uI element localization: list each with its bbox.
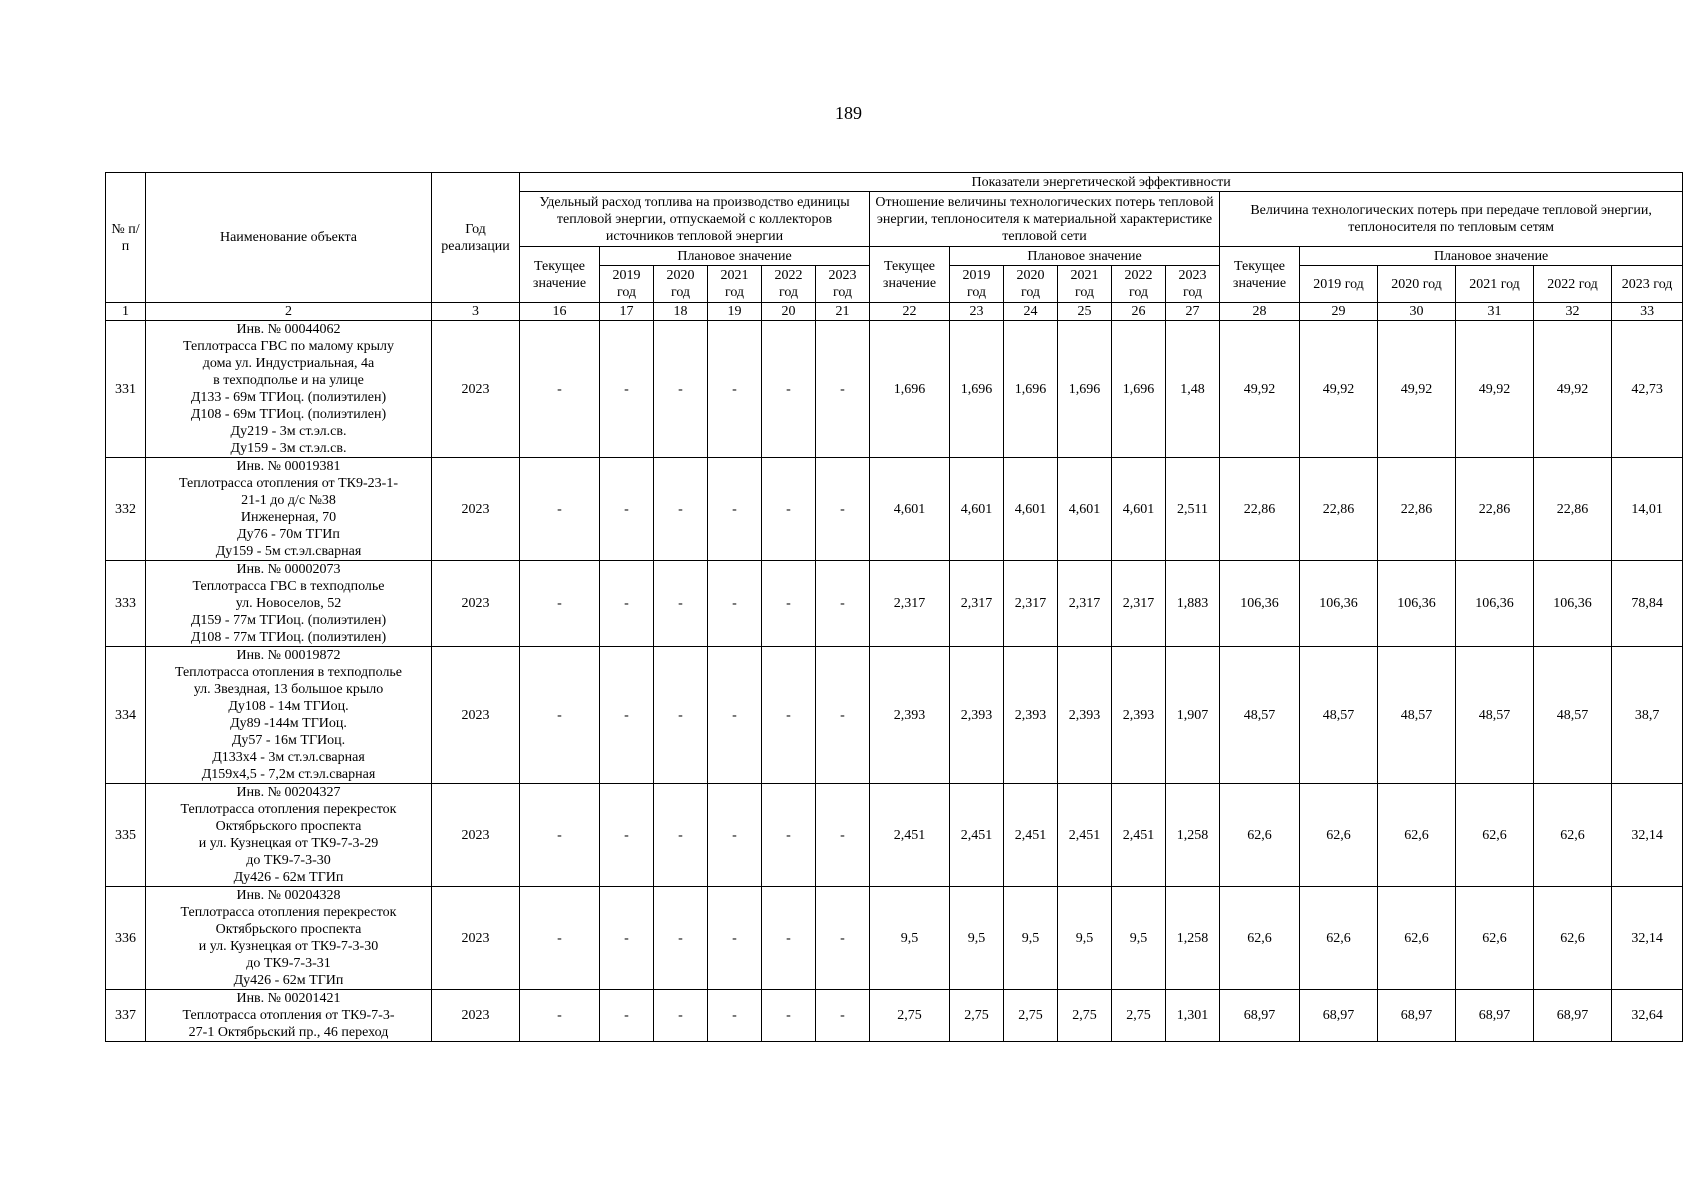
- indicator-value: 62,6: [1456, 887, 1534, 990]
- indicator-value: 2,75: [1004, 990, 1058, 1042]
- object-name-line: Теплотрасса отопления от ТК9-23-1-: [178, 476, 399, 491]
- column-number: 1: [106, 303, 146, 321]
- indicator-value: 68,97: [1534, 990, 1612, 1042]
- row-number: 334: [106, 647, 146, 784]
- header-planned-value: Плановое значение: [1300, 247, 1683, 266]
- indicator-value: 1,883: [1166, 561, 1220, 647]
- table-row: [106, 990, 1683, 1042]
- indicator-value: -: [520, 990, 600, 1042]
- indicator-value: 106,36: [1534, 561, 1612, 647]
- object-name-line: Ду89 -144м ТГИоц.: [230, 716, 347, 731]
- indicator-value: 9,5: [1112, 887, 1166, 990]
- header-year-label: 2021 год: [1058, 266, 1112, 303]
- column-number: 28: [1220, 303, 1300, 321]
- indicator-value: 2,451: [1112, 784, 1166, 887]
- indicator-value: 2,75: [1058, 990, 1112, 1042]
- object-name-line: Ду426 - 62м ТГИп: [233, 870, 344, 885]
- object-name-line: 27-1 Октябрьский пр., 46 переход: [188, 1025, 389, 1040]
- header-year-label: 2020 год: [1378, 266, 1456, 303]
- indicator-value: -: [708, 561, 762, 647]
- object-name-line: Ду159 - 3м ст.эл.св.: [230, 441, 347, 456]
- object-name-line: Инв. № 00019381: [236, 459, 341, 474]
- indicator-value: -: [708, 990, 762, 1042]
- indicator-value: 32,14: [1612, 784, 1683, 887]
- object-name-line: до ТК9-7-3-31: [246, 956, 331, 971]
- row-number: 333: [106, 561, 146, 647]
- object-name-line: Теплотрасса ГВС в техподполье: [192, 579, 385, 594]
- indicator-value: -: [600, 561, 654, 647]
- indicator-value: -: [762, 561, 816, 647]
- column-number: 30: [1378, 303, 1456, 321]
- object-name: [146, 647, 432, 784]
- indicator-value: 4,601: [870, 458, 950, 561]
- object-name-line: Инв. № 00019872: [236, 648, 341, 663]
- indicator-value: -: [708, 458, 762, 561]
- indicator-value: 22,86: [1534, 458, 1612, 561]
- column-number: 20: [762, 303, 816, 321]
- row-number: 337: [106, 990, 146, 1042]
- indicator-value: -: [762, 458, 816, 561]
- header-year-label: 2020 год: [1004, 266, 1058, 303]
- indicator-value: 106,36: [1300, 561, 1378, 647]
- column-number: 25: [1058, 303, 1112, 321]
- object-name-line: Инв. № 00044062: [236, 322, 341, 337]
- table-row: [106, 784, 1683, 887]
- indicator-value: 22,86: [1456, 458, 1534, 561]
- indicator-value: 106,36: [1456, 561, 1534, 647]
- header-year: Год реализации: [432, 173, 520, 303]
- indicator-value: -: [816, 990, 870, 1042]
- object-name-line: Д159х4,5 - 7,2м ст.эл.сварная: [201, 767, 376, 782]
- header-num: № п/п: [106, 173, 146, 303]
- indicator-value: 2,451: [1058, 784, 1112, 887]
- implementation-year: 2023: [432, 990, 520, 1042]
- implementation-year: 2023: [432, 321, 520, 458]
- indicator-value: 106,36: [1220, 561, 1300, 647]
- indicator-value: 9,5: [870, 887, 950, 990]
- indicator-value: -: [654, 321, 708, 458]
- object-name-line: Ду159 - 5м ст.эл.сварная: [215, 544, 362, 559]
- indicator-value: 49,92: [1220, 321, 1300, 458]
- indicator-value: 62,6: [1378, 887, 1456, 990]
- column-number: 16: [520, 303, 600, 321]
- indicator-value: 62,6: [1300, 887, 1378, 990]
- object-name: [146, 887, 432, 990]
- indicator-value: 2,317: [950, 561, 1004, 647]
- column-number: 33: [1612, 303, 1683, 321]
- header-year-label: 2023 год: [1166, 266, 1220, 303]
- row-number: 332: [106, 458, 146, 561]
- table-row: [106, 647, 1683, 784]
- indicator-value: 14,01: [1612, 458, 1683, 561]
- table-row: [106, 887, 1683, 990]
- object-name-line: дома ул. Индустриальная, 4а: [202, 356, 375, 371]
- indicator-value: -: [708, 887, 762, 990]
- indicator-value: -: [816, 561, 870, 647]
- object-name-line: Теплотрасса ГВС по малому крылу: [183, 339, 394, 354]
- indicator-value: 48,57: [1378, 647, 1456, 784]
- indicator-value: 62,6: [1534, 784, 1612, 887]
- efficiency-table: [105, 172, 1683, 1042]
- indicator-value: 2,451: [1004, 784, 1058, 887]
- indicator-value: 9,5: [950, 887, 1004, 990]
- indicator-value: -: [520, 784, 600, 887]
- indicator-value: 2,393: [1112, 647, 1166, 784]
- header-year-label: 2022 год: [1112, 266, 1166, 303]
- object-name-line: Теплотрасса отопления перекресток: [180, 905, 397, 920]
- indicator-value: -: [762, 887, 816, 990]
- indicator-value: 1,258: [1166, 784, 1220, 887]
- indicator-value: 68,97: [1300, 990, 1378, 1042]
- object-name-line: Ду219 - 3м ст.эл.св.: [230, 424, 347, 439]
- object-name-line: Д133 - 69м ТГИоц. (полиэтилен): [190, 390, 387, 405]
- indicator-value: 2,317: [870, 561, 950, 647]
- object-name-line: Инженерная, 70: [240, 510, 337, 525]
- indicator-value: 49,92: [1378, 321, 1456, 458]
- column-number: 24: [1004, 303, 1058, 321]
- column-number: 22: [870, 303, 950, 321]
- object-name-line: Октябрьского проспекта: [215, 922, 362, 937]
- indicator-value: 9,5: [1004, 887, 1058, 990]
- object-name: [146, 561, 432, 647]
- indicator-value: -: [708, 321, 762, 458]
- object-name-line: Инв. № 00204327: [236, 785, 341, 800]
- column-number: 17: [600, 303, 654, 321]
- indicator-value: -: [762, 784, 816, 887]
- table-row: [106, 321, 1683, 458]
- indicator-value: 62,6: [1300, 784, 1378, 887]
- indicator-value: -: [600, 990, 654, 1042]
- object-name-line: Ду76 - 70м ТГИп: [237, 527, 340, 542]
- header-indicators: Показатели энергетической эффективности: [520, 173, 1683, 192]
- object-name-line: Октябрьского проспекта: [215, 819, 362, 834]
- header-year-label: 2023 год: [816, 266, 870, 303]
- indicator-value: 32,64: [1612, 990, 1683, 1042]
- indicator-value: -: [600, 784, 654, 887]
- indicator-value: -: [708, 647, 762, 784]
- indicator-value: 1,907: [1166, 647, 1220, 784]
- row-number: 335: [106, 784, 146, 887]
- header-year-label: 2019 год: [950, 266, 1004, 303]
- header-group3: Величина технологических потерь при передаче тепловой энергии, теплоносителя по тепловым сетям: [1220, 192, 1683, 247]
- object-name-line: 21-1 до д/с №38: [241, 493, 336, 508]
- header-group1: Удельный расход топлива на производство единицы тепловой энергии, отпускаемой с коллекторов источников тепловой энергии: [520, 192, 870, 247]
- indicator-value: 62,6: [1534, 887, 1612, 990]
- indicator-value: 49,92: [1534, 321, 1612, 458]
- indicator-value: 2,393: [1058, 647, 1112, 784]
- indicator-value: 2,317: [1112, 561, 1166, 647]
- indicator-value: 1,696: [1112, 321, 1166, 458]
- indicator-value: -: [762, 321, 816, 458]
- indicator-value: 1,696: [950, 321, 1004, 458]
- indicator-value: 1,696: [870, 321, 950, 458]
- header-year-label: 2020 год: [654, 266, 708, 303]
- indicator-value: 1,696: [1004, 321, 1058, 458]
- object-name-line: Теплотрасса отопления от ТК9-7-3-: [182, 1008, 395, 1023]
- header-group2: Отношение величины технологических потерь тепловой энергии, теплоносителя к материальной характеристике тепловой сети: [870, 192, 1220, 247]
- implementation-year: 2023: [432, 561, 520, 647]
- header-year-label: 2022 год: [762, 266, 816, 303]
- header-planned-value: Плановое значение: [600, 247, 870, 266]
- indicator-value: 4,601: [950, 458, 1004, 561]
- indicator-value: 2,393: [870, 647, 950, 784]
- object-name-line: Теплотрасса отопления перекресток: [180, 802, 397, 817]
- indicator-value: 2,317: [1004, 561, 1058, 647]
- indicator-value: 68,97: [1378, 990, 1456, 1042]
- header-current-value: Текущее значение: [870, 247, 950, 303]
- object-name-line: Инв. № 00002073: [236, 562, 341, 577]
- indicator-value: -: [600, 647, 654, 784]
- column-number: 3: [432, 303, 520, 321]
- header-year-label: 2019 год: [600, 266, 654, 303]
- row-number: 336: [106, 887, 146, 990]
- column-number: 32: [1534, 303, 1612, 321]
- indicator-value: 49,92: [1456, 321, 1534, 458]
- header-current-value: Текущее значение: [520, 247, 600, 303]
- indicator-value: 1,301: [1166, 990, 1220, 1042]
- object-name-line: и ул. Кузнецкая от ТК9-7-3-29: [198, 836, 379, 851]
- indicator-value: 9,5: [1058, 887, 1112, 990]
- indicator-value: -: [816, 321, 870, 458]
- indicator-value: 1,48: [1166, 321, 1220, 458]
- indicator-value: 22,86: [1220, 458, 1300, 561]
- indicator-value: -: [654, 561, 708, 647]
- indicator-value: -: [816, 887, 870, 990]
- header-year-label: 2019 год: [1300, 266, 1378, 303]
- indicator-value: 62,6: [1456, 784, 1534, 887]
- indicator-value: -: [520, 887, 600, 990]
- indicator-value: -: [520, 458, 600, 561]
- indicator-value: -: [654, 647, 708, 784]
- indicator-value: 48,57: [1534, 647, 1612, 784]
- indicator-value: 2,75: [870, 990, 950, 1042]
- implementation-year: 2023: [432, 647, 520, 784]
- object-name-line: Ду108 - 14м ТГИоц.: [228, 699, 349, 714]
- indicator-value: 62,6: [1378, 784, 1456, 887]
- indicator-value: -: [600, 321, 654, 458]
- indicator-value: 1,258: [1166, 887, 1220, 990]
- indicator-value: -: [762, 990, 816, 1042]
- indicator-value: 2,75: [1112, 990, 1166, 1042]
- indicator-value: 62,6: [1220, 887, 1300, 990]
- indicator-value: 4,601: [1058, 458, 1112, 561]
- indicator-value: 48,57: [1456, 647, 1534, 784]
- column-number: 18: [654, 303, 708, 321]
- indicator-value: 106,36: [1378, 561, 1456, 647]
- object-name-line: Д133х4 - 3м ст.эл.сварная: [212, 750, 365, 765]
- indicator-value: 68,97: [1456, 990, 1534, 1042]
- object-name: [146, 990, 432, 1042]
- indicator-value: 48,57: [1220, 647, 1300, 784]
- indicator-value: 22,86: [1378, 458, 1456, 561]
- object-name-line: ул. Новоселов, 52: [235, 596, 342, 611]
- object-name: [146, 321, 432, 458]
- object-name-line: Инв. № 00204328: [236, 888, 341, 903]
- indicator-value: 22,86: [1300, 458, 1378, 561]
- indicator-value: 2,393: [1004, 647, 1058, 784]
- indicator-value: 38,7: [1612, 647, 1683, 784]
- indicator-value: 4,601: [1112, 458, 1166, 561]
- indicator-value: -: [654, 784, 708, 887]
- indicator-value: -: [600, 887, 654, 990]
- column-number: 19: [708, 303, 762, 321]
- table-row: [106, 561, 1683, 647]
- header-name: Наименование объекта: [146, 173, 432, 303]
- header-year-label: 2023 год: [1612, 266, 1683, 303]
- object-name-line: и ул. Кузнецкая от ТК9-7-3-30: [198, 939, 379, 954]
- indicator-value: -: [816, 458, 870, 561]
- implementation-year: 2023: [432, 784, 520, 887]
- indicator-value: 62,6: [1220, 784, 1300, 887]
- column-number: 27: [1166, 303, 1220, 321]
- indicator-value: 78,84: [1612, 561, 1683, 647]
- object-name-line: Д108 - 77м ТГИоц. (полиэтилен): [190, 630, 387, 645]
- indicator-value: -: [816, 784, 870, 887]
- indicator-value: 2,75: [950, 990, 1004, 1042]
- indicator-value: 32,14: [1612, 887, 1683, 990]
- column-number: 31: [1456, 303, 1534, 321]
- indicator-value: -: [654, 458, 708, 561]
- header-year-label: 2022 год: [1534, 266, 1612, 303]
- table-row: [106, 458, 1683, 561]
- indicator-value: -: [520, 647, 600, 784]
- column-number: 26: [1112, 303, 1166, 321]
- indicator-value: 2,317: [1058, 561, 1112, 647]
- indicator-value: -: [520, 561, 600, 647]
- page-number: 189: [835, 103, 862, 123]
- header-planned-value: Плановое значение: [950, 247, 1220, 266]
- indicator-value: 68,97: [1220, 990, 1300, 1042]
- object-name-line: до ТК9-7-3-30: [246, 853, 331, 868]
- implementation-year: 2023: [432, 887, 520, 990]
- row-number: 331: [106, 321, 146, 458]
- object-name-line: Ду57 - 16м ТГИоц.: [231, 733, 346, 748]
- indicator-value: -: [816, 647, 870, 784]
- indicator-value: 42,73: [1612, 321, 1683, 458]
- column-number: 29: [1300, 303, 1378, 321]
- column-number: 23: [950, 303, 1004, 321]
- indicator-value: 2,393: [950, 647, 1004, 784]
- indicator-value: 2,511: [1166, 458, 1220, 561]
- indicator-value: -: [762, 647, 816, 784]
- object-name-line: ул. Звездная, 13 большое крыло: [193, 682, 384, 697]
- indicator-value: -: [708, 784, 762, 887]
- indicator-value: 48,57: [1300, 647, 1378, 784]
- indicator-value: 2,451: [950, 784, 1004, 887]
- implementation-year: 2023: [432, 458, 520, 561]
- header-current-value: Текущее значение: [1220, 247, 1300, 303]
- header-year-label: 2021 год: [708, 266, 762, 303]
- object-name: [146, 458, 432, 561]
- indicator-value: -: [600, 458, 654, 561]
- column-number: 2: [146, 303, 432, 321]
- indicator-value: 49,92: [1300, 321, 1378, 458]
- indicator-value: 2,451: [870, 784, 950, 887]
- object-name-line: Д108 - 69м ТГИоц. (полиэтилен): [190, 407, 387, 422]
- indicator-value: -: [654, 990, 708, 1042]
- header-year-label: 2021 год: [1456, 266, 1534, 303]
- column-number: 21: [816, 303, 870, 321]
- object-name-line: в техподполье и на улице: [213, 373, 364, 388]
- object-name-line: Ду426 - 62м ТГИп: [233, 973, 344, 988]
- indicator-value: -: [520, 321, 600, 458]
- object-name: [146, 784, 432, 887]
- indicator-value: 4,601: [1004, 458, 1058, 561]
- object-name-line: Инв. № 00201421: [236, 991, 341, 1006]
- object-name-line: Д159 - 77м ТГИоц. (полиэтилен): [190, 613, 387, 628]
- indicator-value: 1,696: [1058, 321, 1112, 458]
- indicator-value: -: [654, 887, 708, 990]
- object-name-line: Теплотрасса отопления в техподполье: [174, 665, 403, 680]
